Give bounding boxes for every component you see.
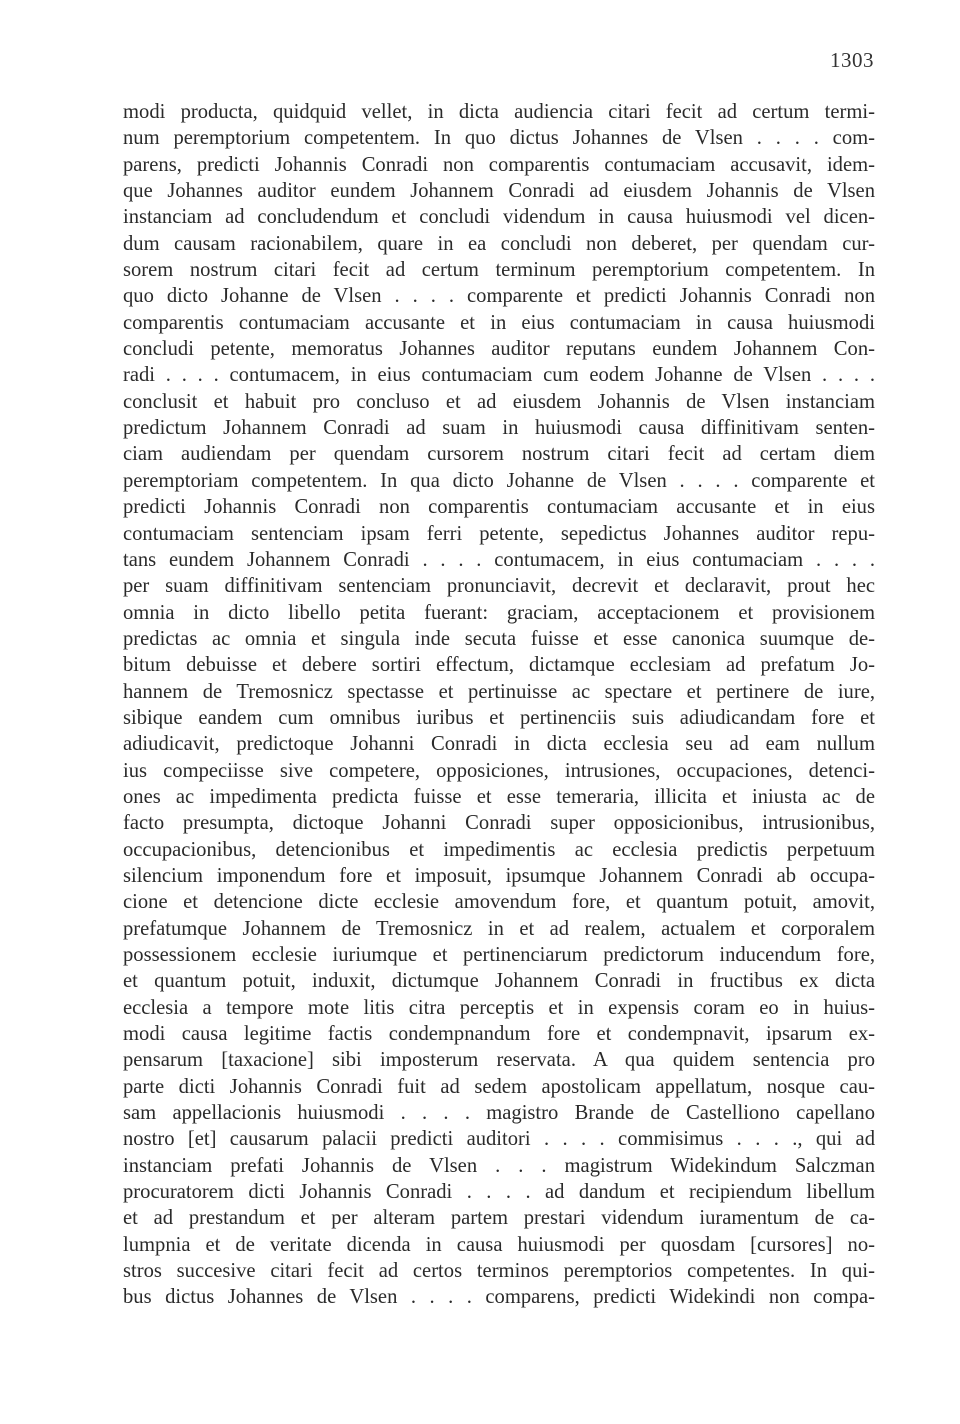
text-line: et ad prestandum et per alteram partem prestari videndum iuramentum de ca- xyxy=(123,1207,875,1230)
text-line: silencium imponendum fore et imposuit, ipsumque Johannem Conradi ab occupa- xyxy=(123,864,875,887)
text-line: ecclesia a tempore mote litis citra perceptis et in expensis coram eo in huius- xyxy=(123,996,875,1019)
text-line: stros succesive citari fecit ad certos terminos peremptorios competentes. In qui- xyxy=(123,1260,875,1283)
text-line: comparentis contumaciam accusante et in eius contumaciam in causa huiusmodi xyxy=(123,311,875,334)
text-line: radi . . . . contumacem, in eius contumaciam cum eodem Johanne de Vlsen . . . . xyxy=(123,364,875,387)
text-line: sibique eandem cum omnibus iuribus et pertinenciis suis adiudicandam fore et xyxy=(123,706,875,729)
text-line: et quantum potuit, induxit, dictumque Johannem Conradi in fructibus ex dicta xyxy=(123,970,875,993)
text-line: predictas ac omnia et singula inde secuta fuisse et esse canonica suumque de- xyxy=(123,627,875,650)
text-line: possessionem ecclesie iuriumque et pertinenciarum predictorum inducendum fore, xyxy=(123,944,875,966)
text-line: occupacionibus, detencionibus et impedimentis ac ecclesia predictis perpetuum xyxy=(123,838,875,861)
text-line: modi causa legitime factis condempnandum fore et condempnavit, ipsarum ex- xyxy=(123,1023,875,1046)
text-line: modi producta, quidquid vellet, in dicta audiencia citari fecit ad certum termi- xyxy=(123,101,875,123)
text-line: cione et detencione dicte ecclesie amovendum fore, et quantum potuit, amovit, xyxy=(123,891,875,914)
text-line: instanciam prefati Johannis de Vlsen . . . magistrum Widekindum Salczman xyxy=(123,1154,875,1177)
text-line: concludi petente, memoratus Johannes auditor reputans eundem Johannem Con- xyxy=(123,338,875,361)
text-line: tans eundem Johannem Conradi . . . . contumacem, in eius contumaciam . . . . xyxy=(123,548,875,571)
text-line: conclusit et habuit pro concluso et ad eiusdem Johannis de Vlsen instanciam xyxy=(123,390,875,413)
text-line: instanciam ad concludendum et concludi videndum in causa huiusmodi vel dicen- xyxy=(123,206,875,229)
text-line: num peremptorium competentem. In quo dictus Johannes de Vlsen . . . . com- xyxy=(123,127,875,150)
text-line: procuratorem dicti Johannis Conradi . . . . ad dandum et recipiendum libellum xyxy=(123,1181,875,1204)
text-line: parte dicti Johannis Conradi fuit ad sedem apostolicam appellatum, nosque cau- xyxy=(123,1075,875,1098)
text-line: predictum Johannem Conradi ad suam in huiusmodi causa diffinitivam senten- xyxy=(123,417,875,440)
text-line: ciam audiendam per quendam cursorem nostrum citari fecit ad certam diem xyxy=(123,443,875,466)
text-line: bus dictus Johannes de Vlsen . . . . comparens, predicti Widekindi non compa- xyxy=(123,1286,875,1309)
text-line: quo dicto Johanne de Vlsen . . . . comparente et predicti Johannis Conradi non xyxy=(123,285,875,308)
body-text xyxy=(123,99,875,1311)
text-line: bitum debuisse et debere sortiri effectum, dictamque ecclesiam ad prefatum Jo- xyxy=(123,654,875,677)
text-line: predicti Johannis Conradi non comparentis contumaciam accusante et in eius xyxy=(123,496,875,519)
text-line: omnia in dicto libello petita fuerant: graciam, acceptacionem et provisionem xyxy=(123,601,875,624)
text-line: contumaciam sentenciam ipsam ferri petente, sepedictus Johannes auditor repu- xyxy=(123,522,875,545)
text-line: parens, predicti Johannis Conradi non comparentis contumaciam accusavit, idem- xyxy=(123,153,875,176)
text-line: sorem nostrum citari fecit ad certum terminum peremptorium competentem. In xyxy=(123,259,875,282)
text-line: pensarum [taxacione] sibi imposterum reservata. A qua quidem sentencia pro xyxy=(123,1049,875,1072)
text-line: per suam diffinitivam sentenciam pronunciavit, decrevit et declaravit, prout hec xyxy=(123,575,875,598)
text-line: nostro [et] causarum palacii predicti auditori . . . . commisimus . . . ., qui ad xyxy=(123,1128,875,1151)
text-line: adiudicavit, predictoque Johanni Conradi in dicta ecclesia seu ad eam nullum xyxy=(123,733,875,756)
text-line: peremptoriam competentem. In qua dicto Johanne de Vlsen . . . . comparente et xyxy=(123,469,875,492)
text-line: ones ac impedimenta predicta fuisse et esse temeraria, illicita et iniusta ac de xyxy=(123,785,875,808)
text-line: lumpnia et de veritate dicenda in causa huiusmodi per quosdam [cursores] no- xyxy=(123,1233,875,1256)
text-line: sam appellacionis huiusmodi . . . . magistro Brande de Castelliono capellano xyxy=(123,1102,875,1125)
text-line: ius compeciisse sive competere, opposiciones, intrusiones, occupaciones, detenci- xyxy=(123,759,875,782)
text-line: que Johannes auditor eundem Johannem Conradi ad eiusdem Johannis de Vlsen xyxy=(123,180,875,203)
text-line: hannem de Tremosnicz spectasse et pertinuisse ac spectare et pertinere de iure, xyxy=(123,680,875,703)
text-line: prefatumque Johannem de Tremosnicz in et ad realem, actualem et corporalem xyxy=(123,917,875,940)
text-line: dum causam racionabilem, quare in ea concludi non deberet, per quendam cur- xyxy=(123,232,875,255)
page-number: 1303 xyxy=(830,48,874,72)
text-line: facto presumpta, dictoque Johanni Conradi super opposicionibus, intrusionibus, xyxy=(123,812,875,835)
